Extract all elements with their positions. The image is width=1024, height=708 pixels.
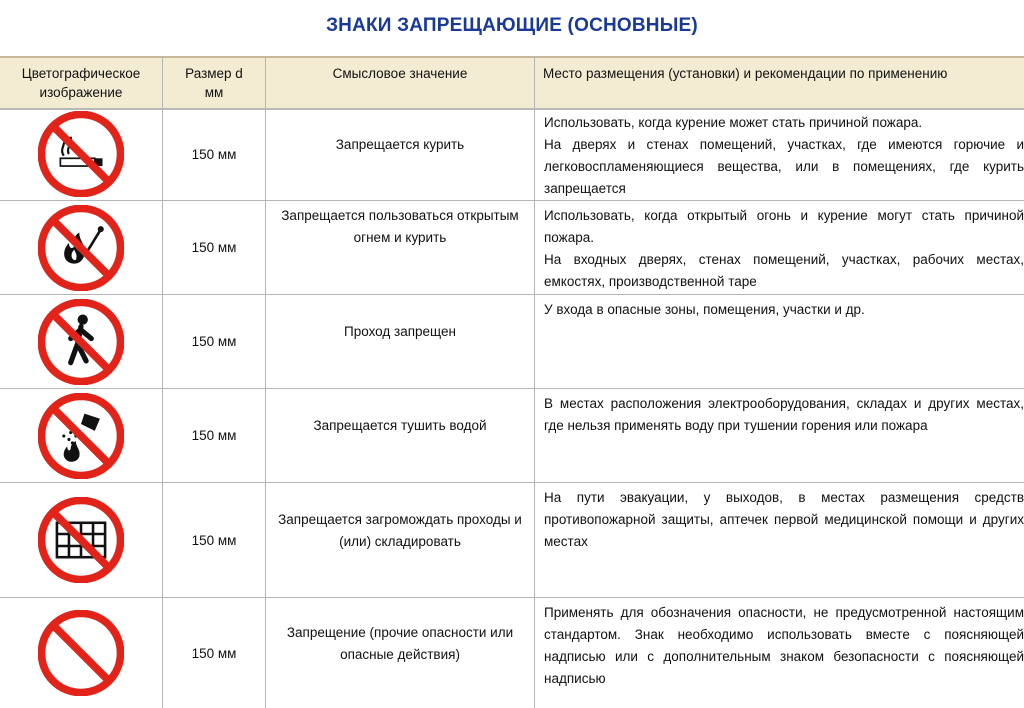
title-bar: [0, 0, 1024, 54]
row-divider: [0, 200, 1024, 201]
no-obstruction-sign-icon: [38, 497, 124, 583]
place-cell: [535, 201, 1024, 294]
column-divider: [265, 56, 266, 708]
table-row: [0, 201, 1024, 294]
meaning-cell: Запрещается курить: [335, 137, 465, 152]
table-row: [0, 295, 1024, 388]
no-water-extinguishing-sign-icon: [38, 393, 124, 479]
sign-cell: [0, 483, 162, 597]
place-cell: [535, 295, 1024, 388]
no-smoking-sign-icon: [38, 111, 124, 197]
meaning-cell: Запрещение (прочие опасности или опасные действия): [286, 625, 514, 662]
general-prohibition-sign-icon: [38, 610, 124, 696]
no-open-flame-sign-icon: [38, 205, 124, 291]
signs-table: [0, 56, 1024, 708]
size-cell: 150 мм: [191, 428, 237, 443]
meaning-cell: Запрещается загромождать проходы и (или) складировать: [278, 512, 522, 549]
meaning-cell: Проход запрещен: [344, 324, 456, 339]
table-row: [0, 483, 1024, 597]
row-divider: [0, 388, 1024, 389]
column-divider: [534, 56, 535, 708]
sign-cell: [0, 108, 162, 200]
size-cell: 150 мм: [191, 645, 237, 661]
column-divider: [162, 56, 163, 708]
sign-cell: [0, 389, 162, 482]
row-divider: [0, 482, 1024, 483]
place-text: На пути эвакуации, у выходов, в местах размещения средств противопожарной защиты, аптечек первой медицинской помощи и других местах: [544, 490, 1024, 549]
no-entry-pedestrian-sign-icon: [38, 299, 124, 385]
table-header: [0, 56, 1024, 110]
sign-cell: [0, 201, 162, 294]
table-row: [0, 598, 1024, 708]
place-cell: [535, 389, 1024, 482]
header-size: Размер d мм: [185, 66, 243, 100]
size-cell: 150 мм: [191, 334, 237, 349]
table-row: [0, 108, 1024, 200]
place-text: Применять для обозначения опасности, не предусмотренной настоящим стандартом. Знак необходимо использовать вместе с поясняющей надписью или с дополнительным знаком безопасности с поясняющей надписью: [544, 605, 1024, 686]
place-cell: [535, 598, 1024, 708]
place-text: Использовать, когда открытый огонь и курение могут стать причиной пожара.: [544, 208, 1024, 245]
size-cell: 150 мм: [191, 146, 237, 162]
place-text: На дверях и стенах помещений, участках, где имеются горючие и легковоспламеняющиеся вещества, или в помещениях, где курить запрещается: [544, 137, 1024, 196]
sign-cell: [0, 598, 162, 708]
header-image: Цветографическое изображение: [21, 66, 141, 100]
row-divider: [0, 597, 1024, 598]
place-text: У входа в опасные зоны, помещения, участки и др.: [544, 302, 865, 317]
size-cell: 150 мм: [191, 240, 237, 255]
place-cell: [535, 483, 1024, 597]
place-text: Использовать, когда курение может стать причиной пожара.: [544, 115, 923, 130]
table-row: [0, 389, 1024, 482]
header-meaning: Смысловое значение: [332, 66, 468, 81]
place-text: В местах расположения электрооборудования, складах и других местах, где нельзя применять воду при тушении горения или пожара: [544, 396, 1024, 433]
page-title: ЗНАКИ ЗАПРЕЩАЮЩИЕ (ОСНОВНЫЕ): [326, 15, 698, 36]
size-cell: 150 мм: [191, 532, 237, 548]
place-cell: [535, 108, 1024, 200]
row-divider: [0, 294, 1024, 295]
place-text: На входных дверях, стенах помещений, участках, рабочих местах, емкостях, производственной таре: [544, 252, 1024, 289]
meaning-cell: Запрещается тушить водой: [313, 418, 487, 433]
header-place: Место размещения (установки) и рекомендации по применению: [543, 66, 948, 81]
meaning-cell: Запрещается пользоваться открытым огнем и курить: [281, 208, 519, 245]
sign-cell: [0, 295, 162, 388]
